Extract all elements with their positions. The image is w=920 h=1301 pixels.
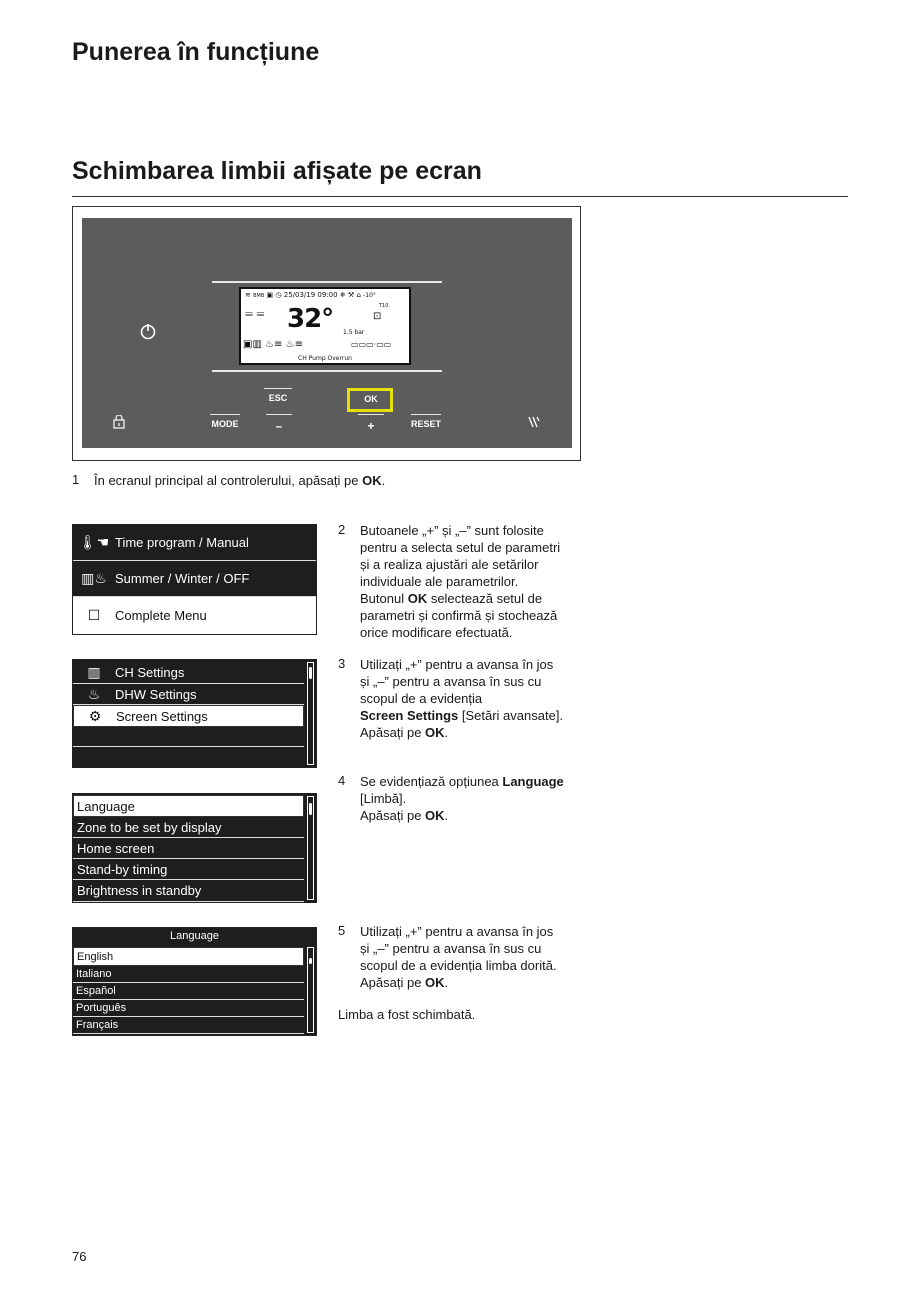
chimney-sweep-icon[interactable] (527, 415, 541, 429)
reset-button[interactable]: RESET (411, 414, 441, 429)
language-select-screen (72, 927, 317, 1036)
step-4-number: 4 (338, 773, 346, 788)
page-number: 76 (72, 1249, 87, 1264)
language-option-portugues[interactable]: Português (73, 1000, 304, 1017)
section-divider (72, 196, 848, 197)
settings-menu-screen (72, 659, 317, 768)
lcd-date: 25/03/19 09:00 (283, 291, 338, 299)
ok-button[interactable]: OK (364, 394, 378, 404)
language-option-italiano[interactable]: Italiano (73, 966, 304, 983)
screen-settings-list (72, 793, 317, 903)
bmb-label: BMB (253, 293, 265, 299)
main-menu-screen (72, 524, 317, 635)
thermometer-hand-icon: 🌡︎☚ (78, 534, 110, 550)
controller-figure (72, 206, 581, 461)
lcd-temperature: 32° (287, 304, 334, 334)
scrollbar[interactable] (307, 662, 314, 765)
step-1-text: În ecranul principal al controlerului, apăsați pe OK. (94, 473, 386, 488)
step-5-text: Utilizați „+” pentru a avansa în jos și „–” pentru a avansa în sus cu scopul de a evidenția limba dorită. Apăsați pe OK. (360, 924, 557, 990)
language-option-espanol[interactable]: Español (73, 983, 304, 1000)
step-4-text: Se evidențiază opțiunea Language [Limbă]. Apăsați pe OK. (360, 774, 564, 823)
lock-icon[interactable] (112, 415, 126, 429)
list-item-zone[interactable]: Zone to be set by display (73, 817, 304, 838)
step-1-number: 1 (72, 472, 80, 487)
ok-highlight-frame (347, 388, 393, 412)
list-item-language[interactable]: Language (73, 795, 304, 817)
radiator-icon: ▥ (87, 664, 101, 680)
step-2-number: 2 (338, 522, 346, 537)
mode-button[interactable]: MODE (210, 414, 240, 429)
menu-item-complete-menu[interactable]: ☐ Complete Menu (73, 597, 316, 634)
esc-button[interactable]: ESC (264, 388, 292, 403)
lcd-mode-icons: ▣▥ ♨≡ ♨≡ (243, 339, 303, 350)
lcd-status-row (245, 291, 376, 299)
step-3-number: 3 (338, 656, 346, 671)
list-item-standby-timing[interactable]: Stand-by timing (73, 859, 304, 880)
wrench-icon: ⚒ (347, 291, 355, 299)
panel-top-line (212, 281, 442, 283)
section-title: Schimbarea limbii afișate pe ecran (72, 157, 482, 185)
menu-edit-icon: ☐ (87, 607, 101, 623)
lcd-zone-icons: ▭▭▭·▭▭ (351, 340, 392, 349)
calendar-icon: ▣ (266, 291, 274, 299)
minus-button[interactable]: – (266, 414, 292, 433)
lcd-caption: CH Pump Overrun (298, 355, 352, 362)
scrollbar[interactable] (307, 947, 314, 1033)
step-5-number: 5 (338, 923, 346, 938)
house-icon: ⌂ (356, 291, 361, 299)
controller-panel (82, 218, 572, 448)
list-item-brightness[interactable]: Brightness in standby (73, 880, 304, 902)
language-option-english[interactable]: English (73, 947, 304, 966)
page-title: Punerea în funcțiune (72, 38, 320, 66)
final-note: Limba a fost schimbată. (338, 1007, 476, 1022)
outdoor-temp: -10° (363, 292, 376, 299)
clock-icon: ◷ (275, 291, 282, 299)
panel-bottom-line (212, 370, 442, 372)
tap-icon: ♨ (87, 685, 101, 702)
plus-button[interactable]: + (358, 414, 384, 433)
wifi-icon: ≋ (245, 291, 251, 299)
radiator-level-icon: 𝍢 𝍢 (245, 308, 265, 319)
t10-label: T10 (379, 303, 389, 309)
menu-item-time-program[interactable]: 🌡︎☚ Time program / Manual (73, 525, 316, 561)
gears-icon: ⚙ (88, 707, 102, 724)
menu-item-summer-winter[interactable]: ▥♨ Summer / Winter / OFF (73, 561, 316, 597)
language-screen-header: Language (170, 930, 219, 942)
radiator-tap-icon: ▥♨ (81, 570, 107, 586)
language-option-francais[interactable]: Français (73, 1017, 304, 1034)
menu-empty-row (73, 727, 304, 747)
snowflake-icon: ❄ (339, 291, 346, 299)
menu-item-dhw-settings[interactable]: ♨ DHW Settings (73, 684, 304, 705)
step-2-text: Butoanele „+” și „–” sunt folosite pentru a selecta setul de parametri și a realiza ajustări ale setărilor individuale ale parametrilor. Butonul OK selectează setul de parametri și confirmă și stochează orice modificare efectuată. (360, 523, 561, 640)
pump-icon: ⊡ (373, 311, 382, 322)
power-icon[interactable] (139, 322, 157, 340)
scrollbar[interactable] (307, 796, 314, 900)
list-item-home-screen[interactable]: Home screen (73, 838, 304, 859)
step-3-text: Utilizați „+” pentru a avansa în jos și „–” pentru a avansa în sus cu scopul de a evidenția Screen Settings [Setări avansate]. Apăsați pe OK. (360, 657, 564, 740)
lcd-display (239, 287, 411, 365)
menu-item-ch-settings[interactable]: ▥ CH Settings (73, 662, 304, 684)
menu-item-screen-settings[interactable]: ⚙ Screen Settings (73, 705, 304, 727)
lcd-pressure: 1.5 bar (343, 329, 365, 336)
